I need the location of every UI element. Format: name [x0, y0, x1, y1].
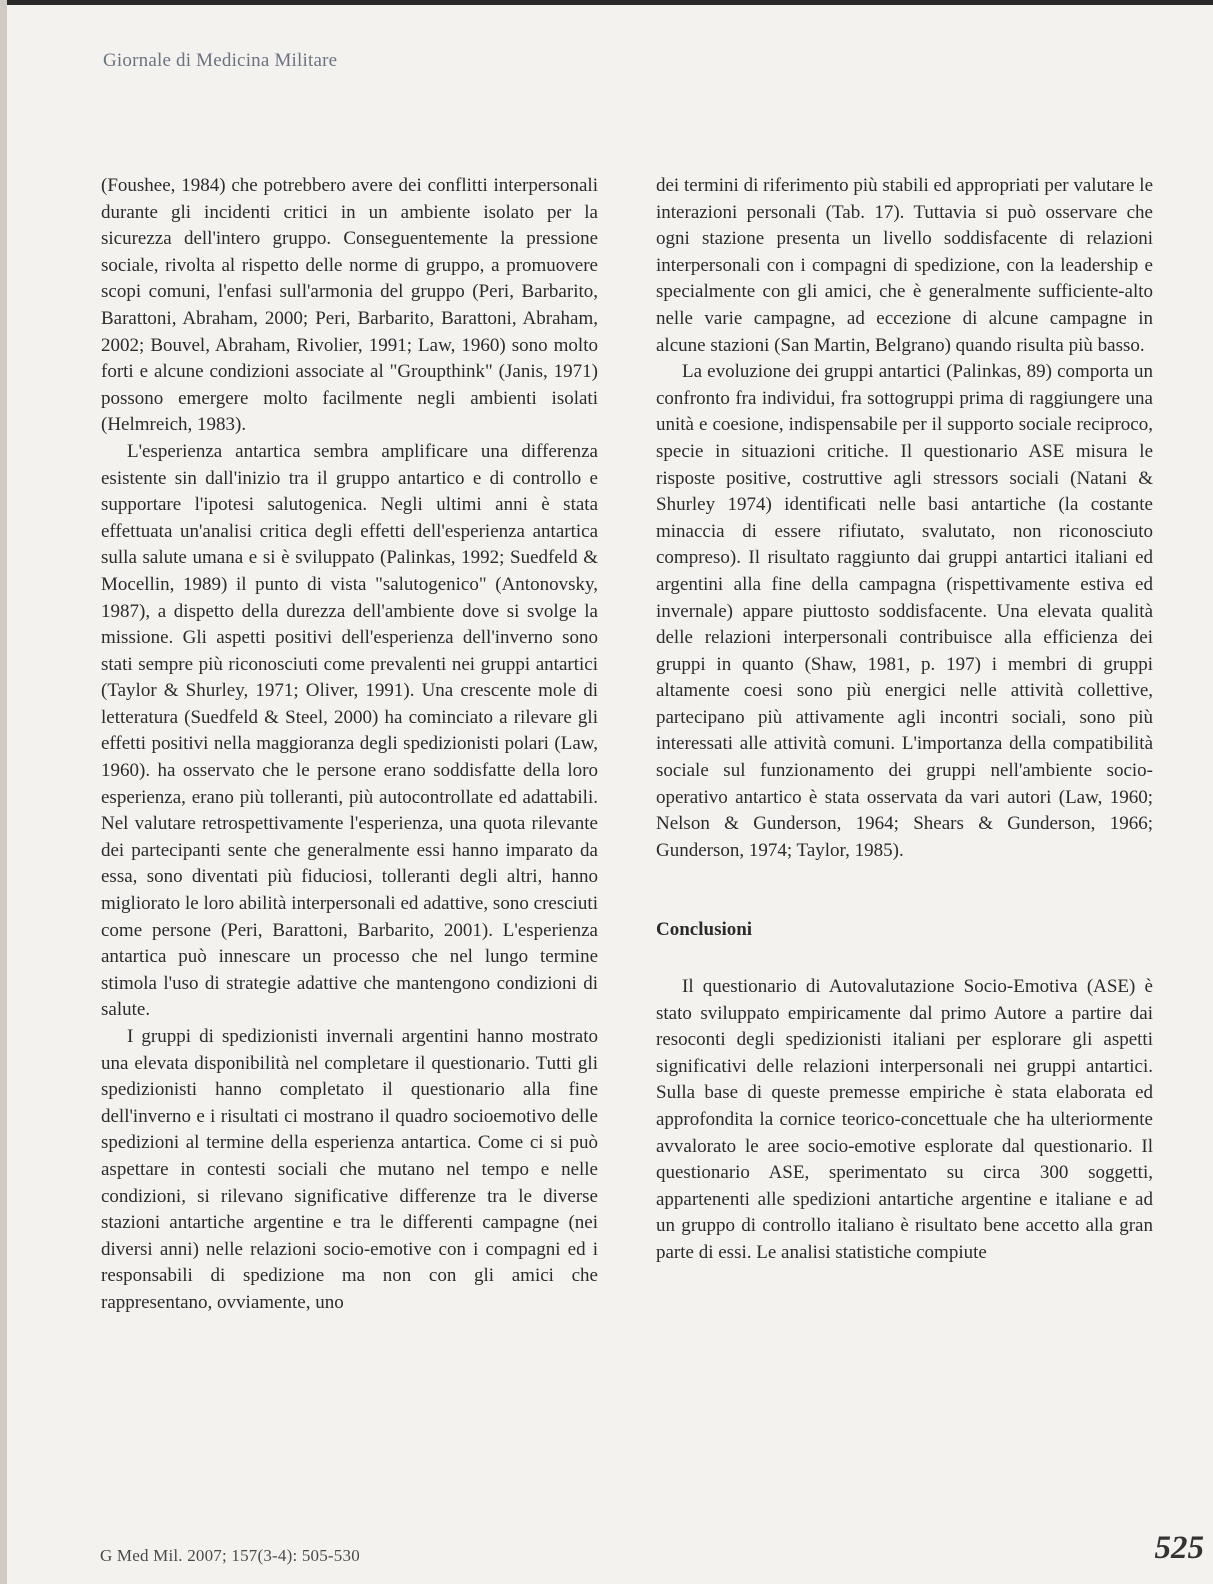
footer-citation: G Med Mil. 2007; 157(3-4): 505-530: [100, 1546, 360, 1565]
paragraph: Il questionario di Autovalutazione Socio-Emotiva (ASE) è stato sviluppato empiricamente dal primo Autore a partire dai resoconti degli spedizionisti italiani per esplorare gli aspetti significativi delle relazioni interpersonali nei gruppi antartici. Sulla base di queste premesse empiriche è stata elaborata ed approfondita la cornice teorico-concettuale che ha ulteriormente avvalorato le aree socio-emotive esplorate dal questionario. Il questionario ASE, sperimentato su circa 300 soggetti, appartenenti alle spedizioni antartiche argentine e italiane e ad un gruppo di controllo italiano è risultato bene accetto alla gran parte di essi. Le analisi statistiche compiute: [656, 976, 1153, 1263]
scan-top-edge: [0, 0, 1213, 5]
page-number: 525: [1154, 1530, 1204, 1566]
paragraph: (Foushee, 1984) che potrebbero avere dei conflitti interpersonali durante gli incidenti critici in un ambiente isolato per la sicurezza dell'intero gruppo. Conseguentemente la pressione sociale, rivolta al rispetto delle norme di gruppo, a promuovere scopi comuni, l'enfasi sull'armonia del gruppo (Peri, Barbarito, Barattoni, Abraham, 2000; Peri, Barbarito, Barattoni, Abraham, 2002; Bouvel, Abraham, Rivolier, 1991; Law, 1960) sono molto forti e alcune condizioni associate al "Groupthink" (Janis, 1971) possono emergere molto facilmente negli ambienti isolati (Helmreich, 1983).: [101, 175, 598, 436]
right-column: [656, 173, 1153, 1267]
paragraph: L'esperienza antartica sembra amplificare una differenza esistente sin dall'inizio tra il gruppo antartico e di controllo e supportare l'ipotesi salutogenica. Negli ultimi anni è stata effettuata un'analisi critica degli effetti dell'esperienza antartica sulla salute umana e si è sviluppato (Palinkas, 1992; Suedfeld & Mocellin, 1989) il punto di vista "salutogenico" (Antonovsky, 1987), a dispetto della durezza dell'ambiente dove si svolge la missione. Gli aspetti positivi dell'esperienza dell'inverno sono stati sempre più riconosciuti come prevalenti nei gruppi antartici (Taylor & Shurley, 1971; Oliver, 1991). Una crescente mole di letteratura (Suedfeld & Steel, 2000) ha cominciato a rilevare gli effetti positivi nella maggioranza degli spedizionisti polari (Law, 1960). ha osservato che le persone erano soddisfatte della loro esperienza, erano più tolleranti, più autocontrollate ed adattabili. Nel valutare retrospettivamente l'esperienza, una quota rilevante dei partecipanti sente che generalmente essi hanno imparato da essa, sono diventati più fiduciosi, tolleranti degli altri, hanno migliorato le loro abilità interpersonali ed adattive, sono cresciuti come persone (Peri, Barattoni, Barbarito, 2001). L'esperienza antartica può innescare un processo che nel lungo termine stimola l'uso di strategie adattive che mantengono condizioni di salute.: [101, 440, 598, 1021]
paragraph: I gruppi di spedizionisti invernali argentini hanno mostrato una elevata disponibilità nel completare il questionario. Tutti gli spedizionisti hanno completato il questionario alla fine dell'inverno e i risultati ci mostrano il quadro socioemotivo delle spedizioni al termine della esperienza antartica. Come ci si può aspettare in contesti sociali che mutano nel tempo e nelle condizioni, si rilevano significative differenze tra le diverse stazioni antartiche argentine e tra le differenti campagne (nei diversi anni) nelle relazioni socio-emotive con i compagni ed i responsabili di spedizione ma non con gli amici che rappresentano, ovviamente, uno: [101, 1026, 598, 1313]
spacer: [656, 944, 1153, 974]
paragraph: La evoluzione dei gruppi antartici (Palinkas, 89) comporta un confronto fra individui, fra sottogruppi prima di raggiungere una unità e coesione, indispensabile per il supporto sociale reciproco, specie in situazioni critiche. Il questionario ASE misura le risposte positive, costruttive agli stressors sociali (Natani & Shurley 1974) identificati nelle basi antartiche (la costante minaccia di essere rifiutato, svalutato, non riconosciuto compreso). Il risultato raggiunto dai gruppi antartici italiani ed argentini alla fine della campagna (rispettivamente estiva ed invernale) appare piuttosto soddisfacente. Una elevata qualità delle relazioni interpersonali contribuisce alla efficienza dei gruppi in quanto (Shaw, 1981, p. 197) i membri di gruppi altamente coesi sono più energici nelle attività collettive, partecipano più attivamente agli incontri sociali, sono più interessati alle attività comuni. L'importanza della compatibilità sociale sul funzionamento dei gruppi nell'ambiente socio-operativo antartico è stata osservata da vari autori (Law, 1960; Nelson & Gunderson, 1964; Shears & Gunderson, 1966; Gunderson, 1974; Taylor, 1985).: [656, 361, 1153, 861]
paragraph: dei termini di riferimento più stabili ed appropriati per valutare le interazioni personali (Tab. 17). Tuttavia si può osservare che ogni stazione presenta un livello soddisfacente di relazioni interpersonali con i compagni di spedizione, con la leadership e specialmente con gli amici, che è generalmente sufficiente-alto nelle varie campagne, ad eccezione di alcune campagne in alcune stazioni (San Martin, Belgrano) quando risulta più basso.: [656, 175, 1153, 356]
scan-left-edge: [0, 0, 7, 1584]
running-header: Giornale di Medicina Militare: [103, 50, 338, 71]
section-heading: Conclusioni: [656, 919, 753, 941]
spacer: [656, 864, 1153, 917]
left-column: [101, 173, 598, 1317]
